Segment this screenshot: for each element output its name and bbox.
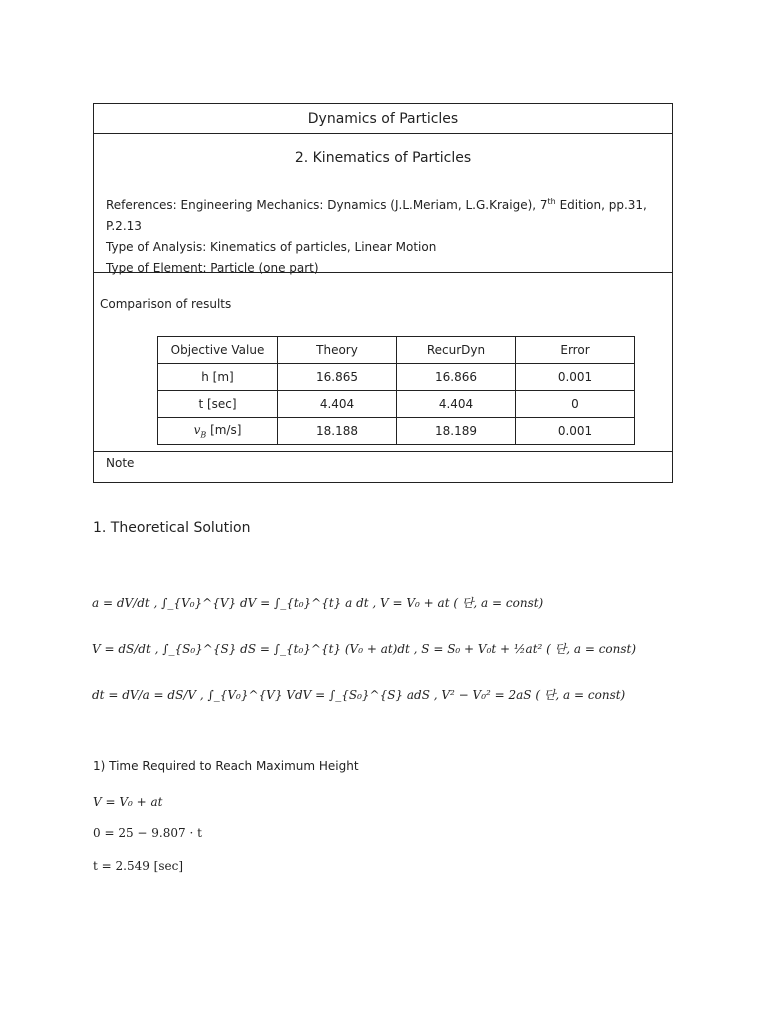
step-equation-3: t = 2.549 [sec]: [93, 859, 184, 873]
element-line: Type of Element: Particle (one part): [106, 261, 319, 275]
table-row: [158, 418, 635, 445]
info-section: [94, 134, 672, 273]
table-cell: t [sec]: [158, 391, 278, 418]
table-cell: 4.404: [278, 391, 397, 418]
table-cell: 16.866: [397, 364, 516, 391]
equation-1: a = dV/dt , ∫_{V₀}^{V} dV = ∫_{t₀}^{t} a dt , V = V₀ + at ( 단, a = const): [92, 596, 544, 610]
section-title: 1. Theoretical Solution: [93, 520, 251, 536]
note-section: [94, 452, 672, 486]
results-frame: [93, 103, 673, 483]
results-section: [94, 273, 672, 452]
table-cell: 0: [516, 391, 635, 418]
table-header-cell: RecurDyn: [397, 337, 516, 364]
table-row: [158, 391, 635, 418]
info-lines: [106, 191, 672, 279]
table-cell: 0.001: [516, 364, 635, 391]
table-header-cell: Error: [516, 337, 635, 364]
results-label: Comparison of results: [100, 297, 232, 311]
table-cell: 0.001: [516, 418, 635, 445]
results-table: [157, 336, 635, 445]
step-heading: 1) Time Required to Reach Maximum Height: [93, 759, 359, 773]
table-header-row: [158, 337, 635, 364]
table-cell: 18.188: [278, 418, 397, 445]
table-cell: $v_B$ [m/s]: [158, 418, 278, 445]
equation-3: dt = dV/a = dS/V , ∫_{V₀}^{V} VdV = ∫_{S₀}^{S} adS , V² − V₀² = 2aS ( 단, a = const): [92, 688, 626, 702]
table-header-cell: Objective Value: [158, 337, 278, 364]
chapter-title: 2. Kinematics of Particles: [294, 150, 472, 166]
step-equation-2: 0 = 25 − 9.807 · t: [93, 826, 202, 840]
table-header-cell: Theory: [278, 337, 397, 364]
references-line: References: Engineering Mechanics: Dynamics (J.L.Meriam, L.G.Kraige), 7th Edition, pp.31, P.2.13: [106, 197, 647, 233]
table-cell: h [m]: [158, 364, 278, 391]
table-row: [158, 364, 635, 391]
note-label: Note: [106, 456, 135, 470]
table-cell: 18.189: [397, 418, 516, 445]
equation-2: V = dS/dt , ∫_{S₀}^{S} dS = ∫_{t₀}^{t} (V₀ + at)dt , S = S₀ + V₀t + ½at² ( 단, a = const): [92, 642, 637, 656]
table-cell: 4.404: [397, 391, 516, 418]
document-title: Dynamics of Particles: [94, 104, 672, 134]
table-cell: 16.865: [278, 364, 397, 391]
vb-symbol: $v_B$: [193, 422, 207, 440]
step-equation-1: V = V₀ + at: [93, 795, 163, 809]
analysis-line: Type of Analysis: Kinematics of particles, Linear Motion: [106, 240, 437, 254]
